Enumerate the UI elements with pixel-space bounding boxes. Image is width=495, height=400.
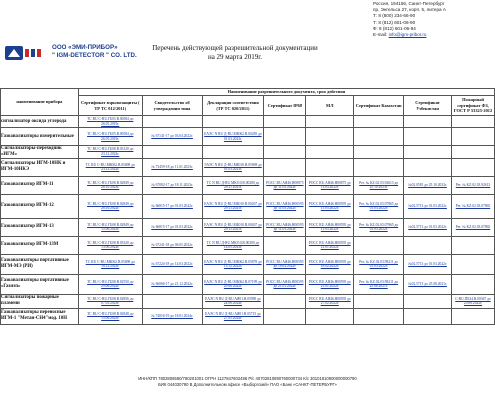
cert-ex-cell[interactable]: ТС RU C-RU.МЮ62.В.05698 до 18.12.2022г. — [78, 254, 142, 274]
declaration-cell[interactable]: ЕАЭС N RU Д-RU.МЮ10.В.00267 до 29.11.2021г. — [202, 218, 264, 236]
table-row — [1, 218, 495, 236]
email-label: E-mail: — [373, 32, 388, 38]
fire-cert-cell — [452, 146, 495, 159]
table-row — [1, 158, 495, 176]
ml-cell[interactable]: РОСС RU.АЯ46.Н00875 до 11.03.2022г. — [306, 176, 354, 194]
fire-cert-cell — [452, 236, 495, 254]
ip68-cell[interactable]: РОСС RU.АЯ46.Н00595 до 11.03.2022г. — [264, 218, 306, 236]
table-row — [1, 116, 495, 128]
declaration-cell[interactable]: ЕАЭС N RU Д-RU.МЮ62.В.07199 до 29.06.2022г. — [202, 274, 264, 294]
footer-line-2: БИК 044030790 В Дополнительном офисе «Выборгский» ПАО «Банк «САНКТ-ПЕТЕРБУРГ» — [158, 382, 337, 387]
kazakhstan-cell — [354, 116, 404, 128]
type-approval-cell[interactable]: № 67141-17 до 03.04.2022г. — [142, 128, 202, 146]
uzbekistan-cell[interactable]: №02.0581 до 25.10.2023г. — [404, 176, 452, 194]
cert-ex-cell[interactable]: ТС RU C-RU.ГБ08.В.02550 до 29.06.2022г. — [78, 274, 142, 294]
kazakhstan-cell[interactable]: Рег. № KZ.02.03.98211 до 25.08.2021г. — [354, 274, 404, 294]
ml-cell — [306, 128, 354, 146]
email-link[interactable]: info@igm-pribor.ru — [388, 32, 427, 38]
uzbekistan-cell — [404, 158, 452, 176]
type-approval-cell[interactable]: № 66815-17 до 01.03.2022г. — [142, 194, 202, 218]
device-name-cell: Сигнализаторы ИГМ-10НК и ИГМ-10НКЭ — [1, 158, 79, 176]
cert-ex-cell[interactable]: ТС RU C-RU.ГБ08.В.02849 до 15.06.2023г. — [78, 218, 142, 236]
address-city: Россия, 194156, Санкт-Петербург — [373, 1, 445, 6]
fire-cert-cell — [452, 116, 495, 128]
table-row — [1, 274, 495, 294]
kazakhstan-cell[interactable]: Рег. № KZ.02.03.07865 до 01.03.2022г. — [354, 194, 404, 218]
footer-line-1: ИНН/КПП 7802806580/780201001 ОГРН 1127847602486 Р/с 40702810890760000734 К/с 30101810900000000790 — [138, 376, 357, 381]
ml-cell[interactable]: РОСС RU.АЯ46.Н00595 до 21.01.2022г. — [306, 274, 354, 294]
kazakhstan-cell — [354, 146, 404, 159]
kazakhstan-cell — [354, 128, 404, 146]
phone-2: Т: 8 (812) 601-06-90 — [373, 19, 416, 25]
fire-cert-cell[interactable]: Рег. № KZ.02.03.07865 — [452, 218, 495, 236]
fire-cert-cell[interactable]: С-RU.ПБ34.В.00367 до 25.06.2022г. — [452, 294, 495, 308]
uzbekistan-cell[interactable]: №02.5713 до 01.03.2022г. — [404, 218, 452, 236]
ml-cell — [306, 158, 354, 176]
type-approval-cell[interactable]: № 67224-18 до 14.03.2022г. — [142, 254, 202, 274]
declaration-cell[interactable]: ЕАЭС N RU Д-RU.МЮ10.В.00267 до 29.11.2021г. — [202, 194, 264, 218]
ml-cell — [306, 146, 354, 159]
type-approval-cell — [142, 146, 202, 159]
table-row — [1, 194, 495, 218]
ml-cell[interactable]: РОСС RU.АЯ46.Н00595 до 21.01.2022г. — [306, 236, 354, 254]
col-header-fire-cert: Пожарный сертификат ФЗ, ГОСТ Р 53325-2012 — [452, 96, 495, 116]
cert-ex-cell[interactable]: ТС RU C-RU.ГБ05.В.00584 до 26.05.2019г. — [78, 128, 142, 146]
ml-cell[interactable]: РОСС RU.АЯ46.Н00595 до 11.03.2022г. — [306, 194, 354, 218]
cert-ex-cell[interactable]: ТС RU C-RU.ГБ08.В.03120 до 23.12.2022г. — [78, 146, 142, 159]
fire-cert-cell — [452, 308, 495, 324]
company-logo-icon — [4, 43, 48, 63]
kazakhstan-cell — [354, 294, 404, 308]
ip68-cell — [264, 128, 306, 146]
company-name-ru: ООО «ЭМИ-ПРИБОР» — [52, 44, 118, 51]
contact-block — [373, 1, 494, 38]
ip68-cell — [264, 146, 306, 159]
table-row — [1, 146, 495, 159]
device-name-cell: Газоанализатор ИГМ-12 — [1, 194, 79, 218]
ip68-cell[interactable]: РОСС RU.АЯ46.Н00595 до 21.01.2022г. — [264, 274, 306, 294]
table-row — [1, 308, 495, 324]
cert-ex-cell[interactable]: ТС RU C-RU.ГБ08.В.02849 до 26.10.2022г. — [78, 194, 142, 218]
fire-cert-cell[interactable]: Рег. № KZ.02.03.07865 — [452, 194, 495, 218]
type-approval-cell[interactable]: № 67241-18 до 06.05.2022г. — [142, 236, 202, 254]
uzbekistan-cell[interactable]: №02.5713 до 01.03.2022г. — [404, 194, 452, 218]
declaration-cell[interactable]: ЕАЭС N RU Д-RU.АЯ01.В.05990 до 24.06.2024г. — [202, 294, 264, 308]
ml-cell[interactable]: РОСС RU.АЯ46.Н00595 до 11.03.2022г. — [306, 218, 354, 236]
fire-cert-cell — [452, 128, 495, 146]
kazakhstan-cell — [354, 308, 404, 324]
group-header: Наименование разрешительного документа, срок действия — [78, 89, 494, 96]
col-header-device: наименование прибора — [1, 89, 79, 116]
col-header-kazakhstan: Сертификат Казахстан — [354, 96, 404, 116]
ip68-cell[interactable]: РОСС RU.АЯ46.Н00875 до 11.03.2022г. — [264, 176, 306, 194]
uzbekistan-cell — [404, 294, 452, 308]
ml-cell[interactable]: РОСС RU.АЯ46.Н00595 до 18.02.2022г. — [306, 254, 354, 274]
declaration-cell[interactable]: ЕАЭС N RU Д-RU.МЮ62.В.00285 до 01.03.2023г. — [202, 128, 264, 146]
title-line-2: на 29 марта 2019г. — [207, 53, 263, 61]
uzbekistan-cell — [404, 236, 452, 254]
device-name-cell: Сигнализаторы пожарные пламени — [1, 294, 79, 308]
phone-1: Т: 8 (800) 234-66-90 — [373, 13, 416, 19]
fire-cert-cell — [452, 254, 495, 274]
cert-ex-cell[interactable]: ТС RU C-RU.ГБ05.В.00584 до 26.05.2019г. — [78, 116, 142, 128]
ip68-cell — [264, 308, 306, 324]
ip68-cell[interactable]: РОСС RU.АЯ46.Н00595 до 18.02.2022г. — [264, 254, 306, 274]
cert-ex-cell[interactable]: ТС RU C-RU.ГБ08.В.02856 до 07.05.2023г. — [78, 294, 142, 308]
ip68-cell — [264, 116, 306, 128]
permits-table — [0, 88, 495, 325]
cert-ex-cell[interactable]: ТС RU C-RU.МЮ62.В.05698 до 23.12.2022г. — [78, 158, 142, 176]
device-name-cell: Сигнализаторы-переходник «ИГМ» — [1, 146, 79, 159]
declaration-cell — [202, 146, 264, 159]
uzbekistan-cell — [404, 308, 452, 324]
uzbekistan-cell[interactable]: №02.5713 до 01.03.2022г. — [404, 254, 452, 274]
device-name-cell: Газоанализатор ИГМ-13М — [1, 236, 79, 254]
fire-cert-cell[interactable]: Рег. № KZ.02.03.92613 — [452, 176, 495, 194]
ml-cell[interactable]: РОСС RU.АЯ46.Н00595 до 27.02.2022г. — [306, 294, 354, 308]
table-row — [1, 254, 495, 274]
device-name-cell: Газоанализаторы портативные «Газнэп» — [1, 274, 79, 294]
ml-cell — [306, 308, 354, 324]
type-approval-cell[interactable]: № 66815-17 до 01.03.2022г. — [142, 218, 202, 236]
col-header-ip68: Сертификат IP68 — [264, 96, 306, 116]
uzbekistan-cell — [404, 146, 452, 159]
type-approval-cell[interactable]: № 73459-18 до 11.01.2023г. — [142, 158, 202, 176]
col-header-declaration: Декларация соответствия (ТР ТС 020/2011) — [202, 96, 264, 116]
company-name — [52, 44, 137, 60]
table-body — [1, 116, 495, 325]
email-line — [373, 32, 494, 38]
fire-cert-cell — [452, 158, 495, 176]
declaration-cell[interactable]: ЭАЭС N RU Д-RU.МЮ10.В.05698 до 01.03.2023г. — [202, 158, 264, 176]
device-name-cell: Газоанализаторы переносные ИГМ-1 "Метан-СН4"мод. 10Н — [1, 308, 79, 324]
col-header-type-approval: Свидетельство об утверждении типа — [142, 96, 202, 116]
document-title — [150, 44, 320, 62]
ml-cell — [306, 116, 354, 128]
kazakhstan-cell — [354, 236, 404, 254]
type-approval-cell[interactable]: № 67082-17 до 18.11.2023г. — [142, 176, 202, 194]
table-row — [1, 294, 495, 308]
device-name-cell: Газоанализатор ИГМ-11 — [1, 176, 79, 194]
table-row — [1, 236, 495, 254]
type-approval-cell[interactable]: № 66066-17 до 21.12.2022г. — [142, 274, 202, 294]
title-line-1: Перечень действующей разрешительной документации — [152, 44, 318, 52]
declaration-cell[interactable]: ЕАЭС N RU Д-RU.АЯ01.В.05715 до 27.05.2024г. — [202, 308, 264, 324]
type-approval-cell — [142, 116, 202, 128]
kazakhstan-cell[interactable]: Рег. № KZ.02.03.98211 до 01.03.2022г. — [354, 254, 404, 274]
kazakhstan-cell — [354, 158, 404, 176]
uzbekistan-cell — [404, 116, 452, 128]
type-approval-cell — [142, 294, 202, 308]
ip68-cell — [264, 158, 306, 176]
cert-ex-cell[interactable]: ТС RU C-RU.ГБ08.В.02848 до 15.06.2023г. — [78, 308, 142, 324]
type-approval-cell[interactable]: № 74016-19 до 18.01.2024г. — [142, 308, 202, 324]
device-name-cell: Газоанализаторы портативные ИГМ-МЭ (РИ) — [1, 254, 79, 274]
device-name-cell: сигнализатор оксида углерода — [1, 116, 79, 128]
footer-bank-details — [0, 376, 495, 388]
company-name-en: " IGM-DETECTOR " CO. LTD. — [52, 52, 137, 59]
cert-ex-cell[interactable]: ТС RU C-RU.ГБ08.В.03320 до 13.06.2022г. — [78, 236, 142, 254]
table-row — [1, 128, 495, 146]
address-street: пр. Энгельса 27, корп. 5, литера А — [373, 7, 446, 13]
ip68-cell[interactable]: РОСС RU.АЯ46.Н00595 до 11.03.2022г. — [264, 194, 306, 218]
uzbekistan-cell[interactable]: №02.5713 до 25.08.2021г. — [404, 274, 452, 294]
cert-ex-cell[interactable]: ТС RU C-RU.ГБ08.В.02849 до 26.10.2023г. — [78, 176, 142, 194]
declaration-cell — [202, 116, 264, 128]
col-header-uzbekistan: Сертификат Узбекистан — [404, 96, 452, 116]
uzbekistan-cell — [404, 128, 452, 146]
ip68-cell — [264, 236, 306, 254]
kazakhstan-cell[interactable]: Рег. № KZ.02.03.92613 до 25.10.2023г. — [354, 176, 404, 194]
col-header-ml: МЛ — [306, 96, 354, 116]
fire-cert-cell — [452, 274, 495, 294]
kazakhstan-cell[interactable]: Рег. № KZ.02.03.07865 до 01.03.2022г. — [354, 218, 404, 236]
fax: Ф: 8 (812) 601-06-94 — [373, 25, 416, 31]
declaration-cell[interactable]: ЕАЭС N RU Д-RU.МЮ62.В.05878 до 13.12.2022г. — [202, 254, 264, 274]
declaration-cell[interactable]: ТС N RU Д-RU.МЮ10.В.00300 до 14.05.2023г. — [202, 236, 264, 254]
table-row — [1, 176, 495, 194]
declaration-cell[interactable]: ТС N RU Д-RU.МЮ10.В.00280 до 29.11.2021г. — [202, 176, 264, 194]
col-header-ex-cert: Сертификат взрывозащиты ( ТР ТС 012/2011) — [78, 96, 142, 116]
device-name-cell: Газоанализаторы измерительные — [1, 128, 79, 146]
ip68-cell — [264, 294, 306, 308]
device-name-cell: Газоанализатор ИГМ-13 — [1, 218, 79, 236]
